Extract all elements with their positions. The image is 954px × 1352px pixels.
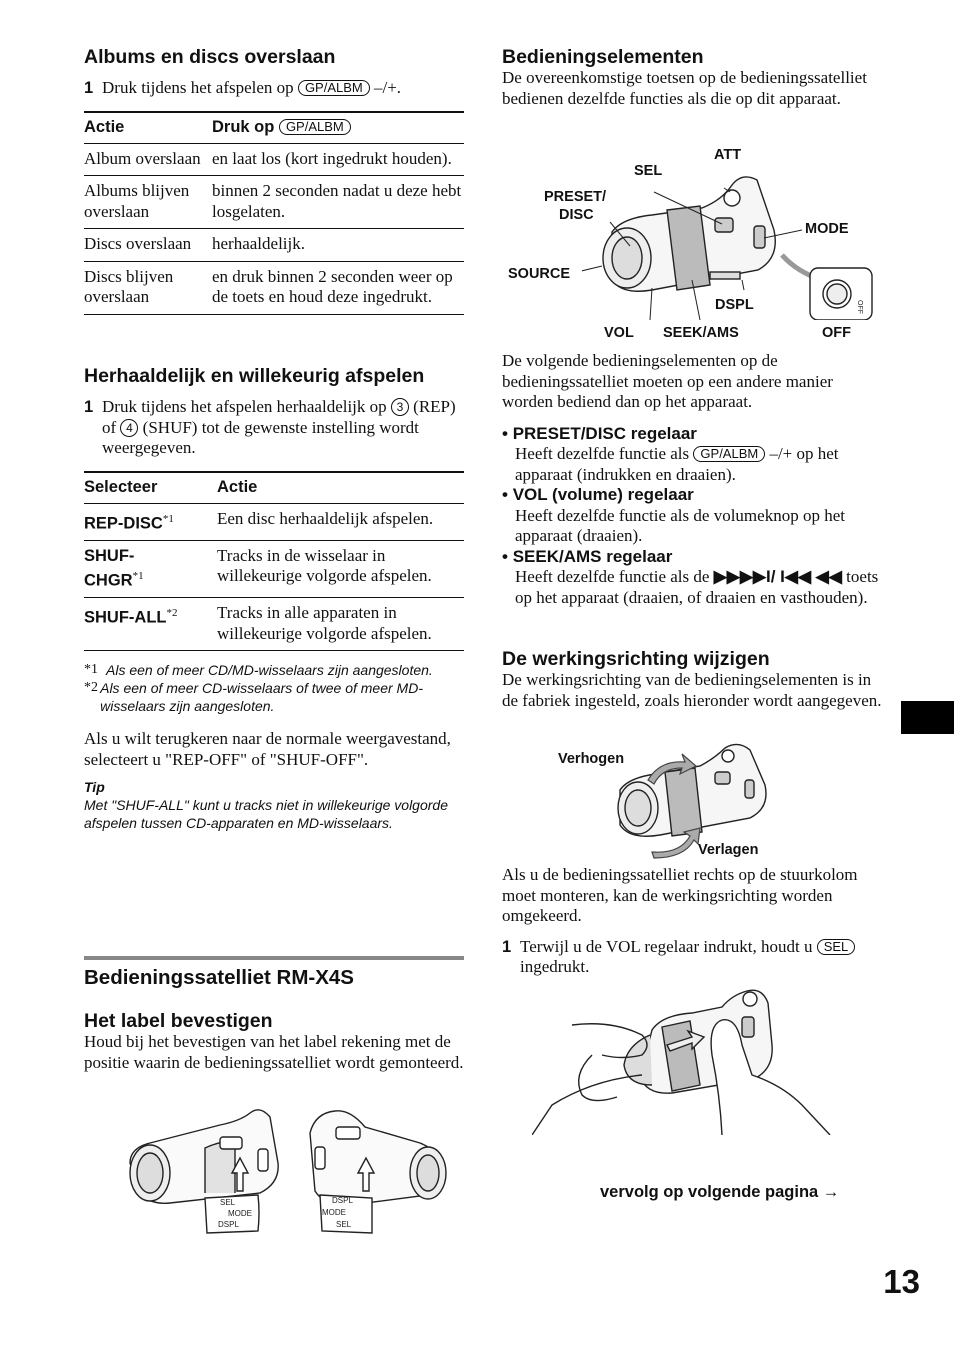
- direction-step-post: ingedrukt.: [520, 957, 590, 976]
- footnote-ref: *1: [132, 570, 144, 583]
- step-number: 1: [84, 79, 94, 98]
- cell: Tracks in de wisselaar in willekeurige volgorde afspelen.: [217, 545, 432, 586]
- repeat-section: [84, 365, 464, 832]
- direction-step-text: Terwijl u de VOL regelaar indrukt, houdt u: [520, 936, 813, 956]
- col-druk-op-label: Druk op: [212, 117, 275, 136]
- tip-text: Met "SHUF-ALL" kunt u tracks niet in willekeurige volgorde afspelen tussen CD-apparaten en MD-wisselaars.: [84, 797, 448, 832]
- repeat-step: [84, 397, 464, 459]
- controls-details: [502, 351, 882, 608]
- bullet-title: • SEEK/AMS regelaar: [502, 546, 673, 566]
- step-number: 1: [502, 937, 512, 956]
- footnote: [84, 661, 464, 679]
- cell: [84, 503, 217, 540]
- cell: Discs blijven overslaan: [84, 266, 174, 307]
- repeat-step-text: (REP) of: [102, 397, 456, 437]
- bullet-title: • PRESET/DISC regelaar: [502, 423, 697, 443]
- direction-heading: De werkingsrichting wijzigen: [502, 648, 770, 670]
- cell: en laat los (kort ingedrukt houden).: [212, 148, 452, 168]
- repeat-table: [84, 471, 464, 652]
- step-number: 1: [84, 398, 94, 417]
- repeat-step-text: (SHUF) tot de gewenste instelling wordt weergegeven.: [102, 417, 419, 458]
- bullet-text: [502, 444, 882, 485]
- albums-heading: Albums en discs overslaan: [84, 46, 336, 68]
- bullet-text-post: toets op het apparaat (draaien, of draaien en vasthouden).: [515, 567, 879, 607]
- tip-title: Tip: [84, 779, 105, 796]
- col-druk-op: [212, 112, 464, 144]
- direction-step: [502, 937, 882, 978]
- bullet-text-pre: Heeft dezelfde functie als de: [515, 567, 710, 586]
- continued-note: vervolg op volgende pagina →: [600, 1183, 840, 1201]
- albums-step-post: –/+.: [373, 78, 402, 98]
- bullet-list: [502, 424, 882, 609]
- cell: binnen 2 seconden nadat u deze hebt losgelaten.: [212, 181, 462, 221]
- table-row: [84, 598, 464, 651]
- table-header-row: [84, 472, 464, 504]
- label-vol: VOL: [604, 325, 634, 341]
- col-actie: Actie: [217, 477, 258, 496]
- key-4: 4: [120, 419, 138, 437]
- label-illustration: [110, 1103, 470, 1238]
- label-verlagen: Verlagen: [698, 842, 759, 858]
- sel-key: SEL: [817, 939, 856, 955]
- albums-table: [84, 111, 464, 315]
- direction-drawing: [610, 740, 770, 860]
- bullet-text-pre: Heeft dezelfde functie als: [515, 444, 690, 463]
- footnote: [84, 679, 464, 715]
- cell: Discs overslaan: [84, 234, 192, 254]
- footnote-mark: *1: [84, 662, 98, 678]
- mode-name: REP-DISC: [84, 514, 163, 533]
- cell: [84, 598, 217, 651]
- cell: en druk binnen 2 seconden weer op de toets en houd deze ingedrukt.: [212, 266, 453, 307]
- label1-dspl: DSPL: [218, 1220, 239, 1229]
- cell: herhaaldelijk.: [212, 234, 305, 254]
- page-number: 13: [883, 1263, 920, 1300]
- mode-name: SHUF-CHGR: [84, 546, 135, 590]
- satellite-diagram: [502, 140, 882, 350]
- label-disc: DISC: [559, 207, 594, 223]
- bullet-title-text: VOL (volume) regelaar: [512, 485, 694, 504]
- cell: Albums blijven overslaan: [84, 181, 190, 221]
- col-actie: Actie: [84, 117, 125, 136]
- cell: [84, 540, 217, 598]
- col-selecteer: Selecteer: [84, 477, 158, 496]
- label-text: Houd bij het bevestigen van het label rekening met de positie waarin de bedieningssatelliet wordt gemonteerd.: [84, 1032, 464, 1072]
- label-dspl: DSPL: [715, 297, 754, 313]
- gp-albm-key: GP/ALBM: [279, 119, 351, 135]
- label2-sel: SEL: [336, 1220, 352, 1229]
- albums-section: [84, 46, 464, 315]
- bullet-title-text: SEEK/AMS regelaar: [512, 546, 673, 566]
- direction-details: [502, 865, 882, 978]
- bullet-title: • VOL (volume) regelaar: [502, 485, 694, 504]
- label-off: OFF: [822, 325, 851, 341]
- cell: Album overslaan: [84, 148, 201, 168]
- footnote-text: Als een of meer CD/MD-wisselaars zijn aangesloten.: [106, 662, 433, 679]
- label2-mode: MODE: [322, 1208, 346, 1217]
- repeat-step-text: Druk tijdens het afspelen herhaaldelijk op: [102, 397, 387, 417]
- gp-albm-key: GP/ALBM: [298, 80, 370, 96]
- label-seek: SEEK/AMS: [663, 325, 739, 341]
- label1-mode: MODE: [228, 1209, 252, 1218]
- table-row: [84, 261, 464, 314]
- direction-section: [502, 648, 882, 711]
- bullet-title-text: PRESET/DISC regelaar: [512, 423, 697, 443]
- footnotes: [84, 661, 464, 715]
- thumb-tab: [901, 701, 954, 734]
- label-source: SOURCE: [508, 266, 571, 282]
- bullet-text-post: –/+ op het apparaat (indrukken en draaien).: [515, 444, 839, 484]
- satellite-section: [84, 956, 464, 1073]
- direction-text2: Als u de bedieningssatelliet rechts op de stuurkolom moet monteren, kan de werkingsrichting worden omgekeerd.: [502, 865, 858, 925]
- table-row: [84, 229, 464, 262]
- gp-albm-key: GP/ALBM: [693, 446, 765, 462]
- hand-illustration: [532, 985, 842, 1135]
- direction-text: De werkingsrichting van de bedieningselementen is in de fabriek ingesteld, zoals hieronder wordt aangegeven.: [502, 670, 882, 710]
- table-row: [84, 143, 464, 176]
- section-rule: [84, 956, 464, 960]
- bullet-text: Heeft dezelfde functie als de volumeknop op het apparaat (draaien).: [515, 505, 845, 545]
- mode-name: SHUF-ALL: [84, 608, 167, 627]
- label-preset: PRESET/: [544, 189, 607, 205]
- footnote-mark: *2: [84, 680, 98, 696]
- direction-diagram: [502, 740, 882, 865]
- repeat-heading: Herhaaldelijk en willekeurig afspelen: [84, 365, 425, 387]
- controls-text2: De volgende bedieningselementen op de bedieningssatelliet moeten op een andere manier worden bediend dan op het apparaat.: [502, 351, 833, 411]
- albums-step-text: Druk tijdens het afspelen op: [102, 78, 294, 98]
- controls-text: De overeenkomstige toetsen op de bedieningssatelliet bedienen dezelfde functies als die op dit apparaat.: [502, 68, 867, 108]
- key-3: 3: [391, 398, 409, 416]
- label-heading: Het label bevestigen: [84, 1010, 273, 1032]
- controls-heading: Bedieningselementen: [502, 46, 704, 68]
- label-sel: SEL: [634, 163, 663, 179]
- label2-dspl: DSPL: [332, 1196, 353, 1205]
- cell: Tracks in alle apparaten in willekeurige volgorde afspelen.: [217, 603, 432, 643]
- satellite-heading: Bedieningssatelliet RM-X4S: [84, 966, 354, 989]
- table-row: [84, 176, 464, 229]
- controls-section: [502, 46, 882, 109]
- seek-symbols: ▶▶▶▶I/ I◀◀ ◀◀: [713, 567, 842, 586]
- label-att: ATT: [714, 147, 742, 163]
- cell: Een disc herhaaldelijk afspelen.: [217, 508, 434, 528]
- table-row: [84, 503, 464, 540]
- footnote-ref: *2: [166, 607, 178, 620]
- albums-step: [84, 78, 464, 99]
- bullet-text: [502, 567, 882, 608]
- footnote-text: Als een of meer CD-wisselaars of twee of meer MD-wisselaars zijn aangesloten.: [100, 680, 423, 715]
- footnote-ref: *1: [162, 512, 174, 525]
- return-text: Als u wilt terugkeren naar de normale weergavestand, selecteert u "REP-OFF" of "SHUF-OFF".: [84, 729, 451, 769]
- label-verhogen: Verhogen: [558, 751, 625, 767]
- label-mode: MODE: [805, 221, 849, 237]
- label1-sel: SEL: [220, 1198, 236, 1207]
- table-header-row: [84, 112, 464, 144]
- table-row: [84, 540, 464, 598]
- off-small-label: OFF: [856, 300, 863, 314]
